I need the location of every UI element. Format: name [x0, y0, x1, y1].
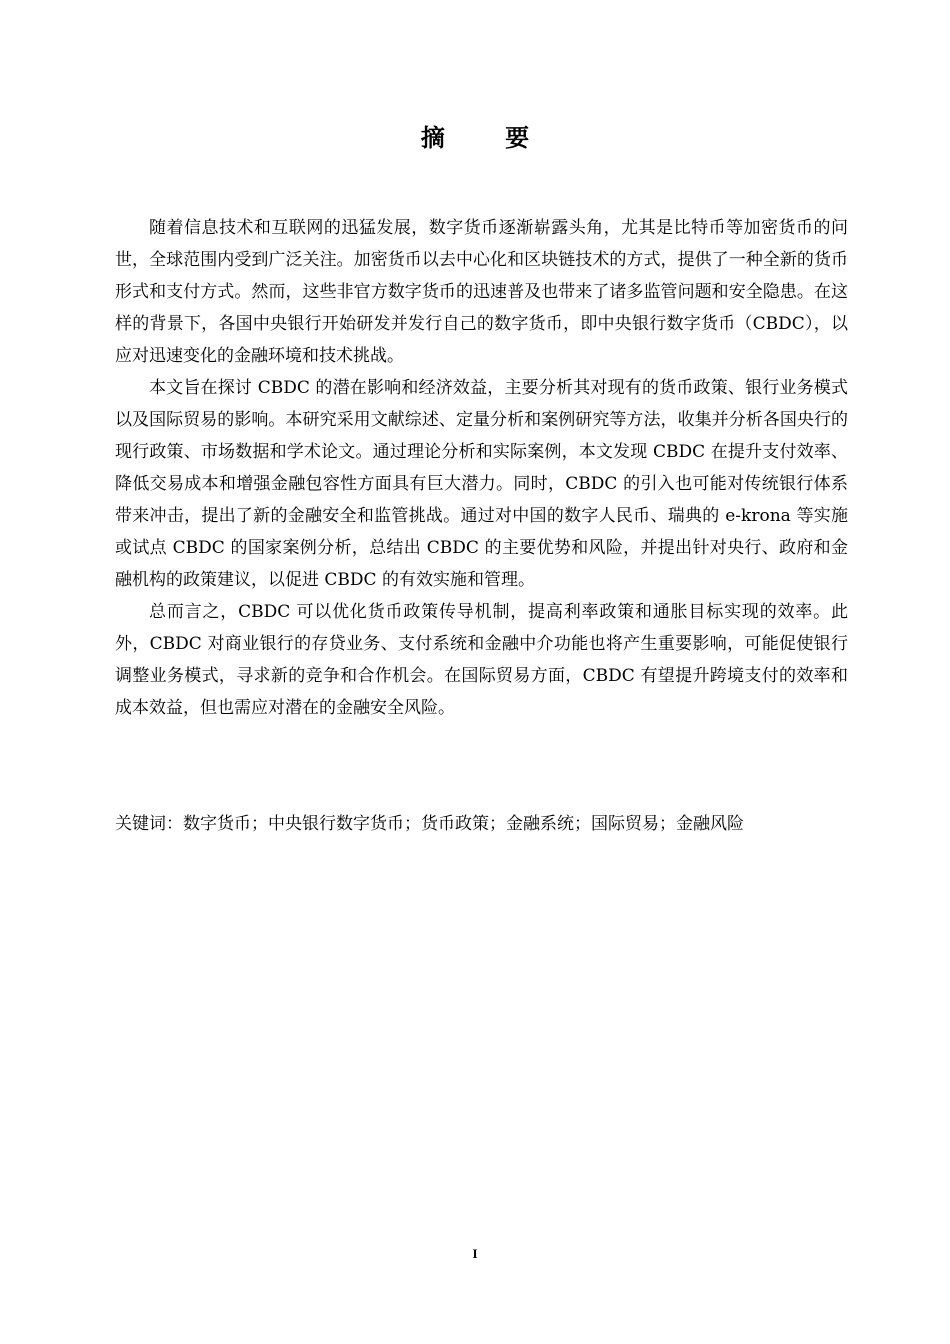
- abstract-paragraph-1: 随着信息技术和互联网的迅猛发展，数字货币逐渐崭露头角，尤其是比特币等加密货币的问世，全球范围内受到广泛关注。加密货币以去中心化和区块链技术的方式，提供了一种全新的货币形式和支付方式。然而，这些非官方数字货币的迅速普及也带来了诸多监管问题和安全隐患。在这样的背景下，各国中央银行开始研发并发行自己的数字货币，即中央银行数字货币（CBDC），以应对迅速变化的金融环境和技术挑战。: [115, 218, 848, 366]
- page-number: I: [472, 1246, 478, 1261]
- keywords-line: 关键词：数字货币；中央银行数字货币；货币政策；金融系统；国际贸易；金融风险: [115, 814, 744, 834]
- abstract-body: [115, 212, 848, 724]
- abstract-title: 摘 要: [420, 123, 556, 152]
- abstract-paragraph-2: 本文旨在探讨 CBDC 的潜在影响和经济效益，主要分析其对现有的货币政策、银行业务模式以及国际贸易的影响。本研究采用文献综述、定量分析和案例研究等方法，收集并分析各国央行的现行政策、市场数据和学术论文。通过理论分析和实际案例，本文发现 CBDC 在提升支付效率、降低交易成本和增强金融包容性方面具有巨大潜力。同时，CBDC 的引入也可能对传统银行体系带来冲击，提出了新的金融安全和监管挑战。通过对中国的数字人民币、瑞典的 e-krona 等实施或试点 CBDC 的国家案例分析，总结出 CBDC 的主要优势和风险，并提出针对央行、政府和金融机构的政策建议，以促进 CBDC 的有效实施和管理。: [115, 378, 848, 590]
- abstract-paragraph-3: 总而言之，CBDC 可以优化货币政策传导机制，提高利率政策和通胀目标实现的效率。此外，CBDC 对商业银行的存贷业务、支付系统和金融中介功能也将产生重要影响，可能促使银行调整业务模式，寻求新的竞争和合作机会。在国际贸易方面，CBDC 有望提升跨境支付的效率和成本效益，但也需应对潜在的金融安全风险。: [115, 602, 848, 718]
